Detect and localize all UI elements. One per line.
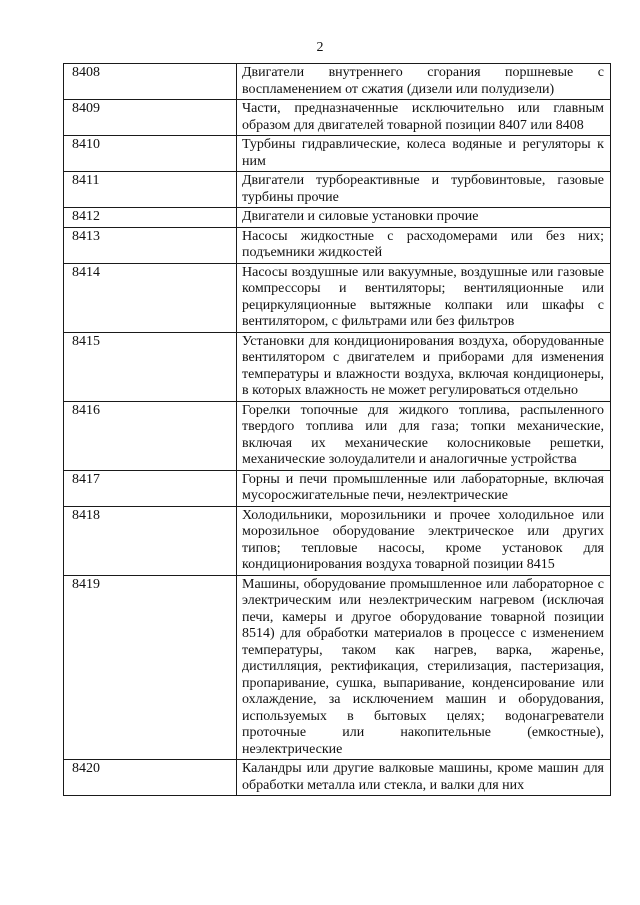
commodity-codes-table [63,63,611,796]
table-row [64,263,611,332]
description-cell: Насосы воздушные или вакуумные, воздушные или газовые компрессоры и вентиляторы; вентиляционные или рециркуляционные вытяжные колпаки или шкафы с вентилятором, с фильтрами или без фильтров [237,263,611,332]
description-cell: Двигатели и силовые установки прочие [237,208,611,228]
code-cell: 8411 [64,172,237,208]
code-cell: 8416 [64,401,237,470]
table-row [64,470,611,506]
description-cell: Горелки топочные для жидкого топлива, распыленного твердого топлива или для газа; топки механические, включая их механические колосниковые решетки, механические золоудалители и аналогичные устройства [237,401,611,470]
description-cell: Установки для кондиционирования воздуха, оборудованные вентилятором с двигателем и приборами для изменения температуры и влажности воздуха, включая кондиционеры, в которых влажность не может регулироваться отдельно [237,332,611,401]
table-row [64,760,611,796]
code-cell: 8415 [64,332,237,401]
description-cell: Двигатели внутреннего сгорания поршневые с воспламенением от сжатия (дизели или полудизели) [237,64,611,100]
description-cell: Горны и печи промышленные или лабораторные, включая мусоросжигательные печи, неэлектрические [237,470,611,506]
description-cell: Холодильники, морозильники и прочее холодильное или морозильное оборудование электрическое или других типов; тепловые насосы, кроме установок для кондиционирования воздуха товарной позиции 8415 [237,506,611,575]
description-cell: Каландры или другие валковые машины, кроме машин для обработки металла или стекла, и валки для них [237,760,611,796]
code-cell: 8409 [64,100,237,136]
table-row [64,172,611,208]
page-number: 2 [316,40,324,55]
description-cell: Машины, оборудование промышленное или лабораторное с электрическим или неэлектрическим нагревом (исключая печи, камеры и другое оборудование товарной позиции 8514) для обработки материалов в процессе с изменением температуры, таком как нагрев, варка, жаренье, дистилляция, ректификация, стерилизация, пастеризация, пропаривание, сушка, выпаривание, конденсирование или охлаждение, за исключением машин и оборудования, используемых в бытовых целях; водонагреватели проточные или накопительные (емкостные), неэлектрические [237,575,611,760]
table-row [64,64,611,100]
description-cell: Части, предназначенные исключительно или главным образом для двигателей товарной позиции 8407 или 8408 [237,100,611,136]
table-row [64,401,611,470]
description-cell: Двигатели турбореактивные и турбовинтовые, газовые турбины прочие [237,172,611,208]
table-row [64,575,611,760]
description-cell: Турбины гидравлические, колеса водяные и регуляторы к ним [237,136,611,172]
table-row [64,506,611,575]
table-row [64,332,611,401]
table-row [64,100,611,136]
table-row [64,227,611,263]
code-cell: 8417 [64,470,237,506]
code-cell: 8418 [64,506,237,575]
code-cell: 8410 [64,136,237,172]
code-cell: 8420 [64,760,237,796]
description-cell: Насосы жидкостные с расходомерами или без них; подъемники жидкостей [237,227,611,263]
code-cell: 8412 [64,208,237,228]
table-row [64,208,611,228]
code-cell: 8419 [64,575,237,760]
code-cell: 8414 [64,263,237,332]
table-row [64,136,611,172]
code-cell: 8408 [64,64,237,100]
code-cell: 8413 [64,227,237,263]
